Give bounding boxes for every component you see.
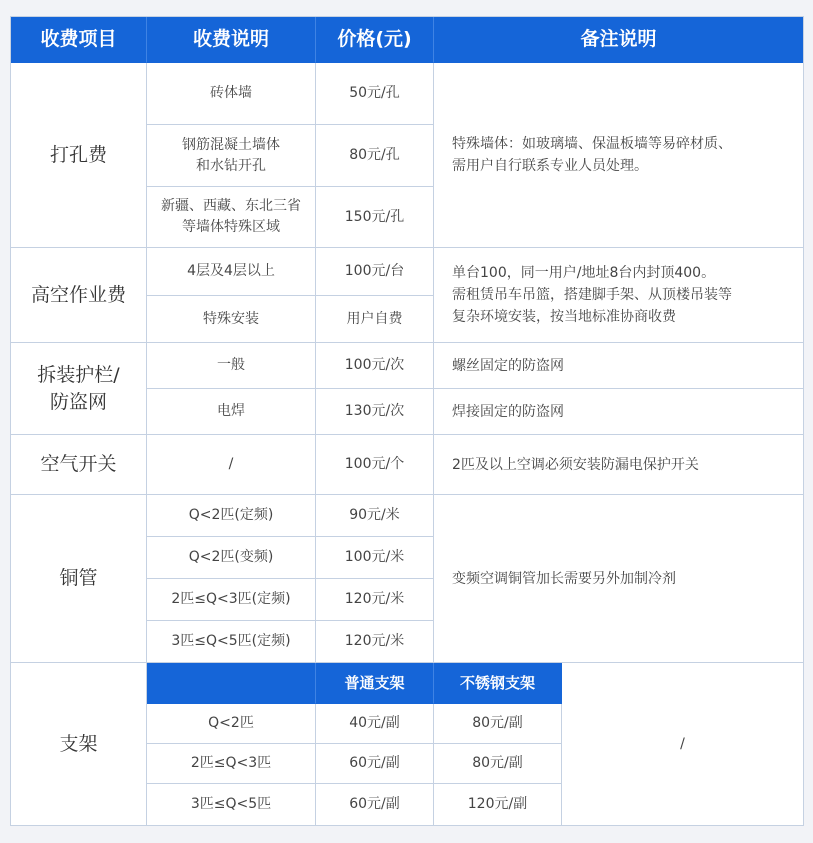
guardrail-note-normal: 螺丝固定的防盗网 (434, 343, 803, 389)
high-altitude-price-special: 用户自费 (316, 296, 434, 343)
bracket-subheader-blank (147, 663, 316, 704)
drilling-price-special: 150元/孔 (316, 187, 434, 248)
bracket-subheader-normal: 普通支架 (316, 663, 434, 704)
drilling-desc-concrete: 钢筋混凝土墙体 和水钻开孔 (147, 125, 316, 187)
air-switch-desc: / (147, 435, 316, 495)
bracket-note: / (680, 735, 685, 752)
copper-desc-2: Q<2匹(变频) (147, 537, 316, 579)
copper-price-2: 100元/米 (316, 537, 434, 579)
high-altitude-note: 单台100，同一用户/地址8台内封顶400。 需租赁吊车吊篮，搭建脚手架、从顶楼吊装等 复杂环境安装，按当地标准协商收费 (434, 248, 803, 343)
copper-desc-4: 3匹≤Q<5匹(定频) (147, 621, 316, 663)
category-drilling: 打孔费 (11, 63, 147, 248)
header-item: 收费项目 (11, 17, 147, 63)
copper-desc-3: 2匹≤Q<3匹(定频) (147, 579, 316, 621)
high-altitude-desc-floor: 4层及4层以上 (147, 248, 316, 296)
copper-price-3: 120元/米 (316, 579, 434, 621)
bracket-normal-2: 60元/副 (316, 744, 434, 784)
drilling-desc-special: 新疆、西藏、东北三省 等墙体特殊区域 (147, 187, 316, 248)
bracket-subheader-stainless: 不锈钢支架 (434, 663, 562, 704)
drilling-price-brick: 50元/孔 (316, 63, 434, 125)
guardrail-desc-weld: 电焊 (147, 389, 316, 435)
category-bracket: 支架 (11, 663, 147, 825)
copper-note: 变频空调铜管加长需要另外加制冷剂 (434, 495, 803, 663)
category-air-switch: 空气开关 (11, 435, 147, 495)
category-guardrail: 拆装护栏/ 防盗网 (11, 343, 147, 435)
guardrail-price-normal: 100元/次 (316, 343, 434, 389)
bracket-desc-3: 3匹≤Q<5匹 (147, 784, 316, 825)
drilling-note: 特殊墙体：如玻璃墙、保温板墙等易碎材质、 需用户自行联系专业人员处理。 (434, 63, 803, 248)
bracket-stainless-3: 120元/副 (434, 784, 562, 825)
header-note: 备注说明 (434, 17, 803, 63)
bracket-stainless-1: 80元/副 (434, 704, 562, 744)
bracket-normal-1: 40元/副 (316, 704, 434, 744)
fee-table (10, 16, 804, 826)
guardrail-price-weld: 130元/次 (316, 389, 434, 435)
bracket-desc-1: Q<2匹 (147, 704, 316, 744)
high-altitude-desc-special: 特殊安装 (147, 296, 316, 343)
copper-desc-1: Q<2匹(定频) (147, 495, 316, 537)
high-altitude-price-floor: 100元/台 (316, 248, 434, 296)
bracket-desc-2: 2匹≤Q<3匹 (147, 744, 316, 784)
header-desc: 收费说明 (147, 17, 316, 63)
guardrail-note-weld: 焊接固定的防盗网 (434, 389, 803, 435)
air-switch-note: 2匹及以上空调必须安装防漏电保护开关 (434, 435, 803, 495)
drilling-desc-brick: 砖体墙 (147, 63, 316, 125)
guardrail-desc-normal: 一般 (147, 343, 316, 389)
bracket-normal-3: 60元/副 (316, 784, 434, 825)
copper-price-1: 90元/米 (316, 495, 434, 537)
category-copper-pipe: 铜管 (11, 495, 147, 663)
copper-price-4: 120元/米 (316, 621, 434, 663)
bracket-stainless-2: 80元/副 (434, 744, 562, 784)
air-switch-price: 100元/个 (316, 435, 434, 495)
category-high-altitude: 高空作业费 (11, 248, 147, 343)
header-price: 价格(元) (316, 17, 434, 63)
drilling-price-concrete: 80元/孔 (316, 125, 434, 187)
